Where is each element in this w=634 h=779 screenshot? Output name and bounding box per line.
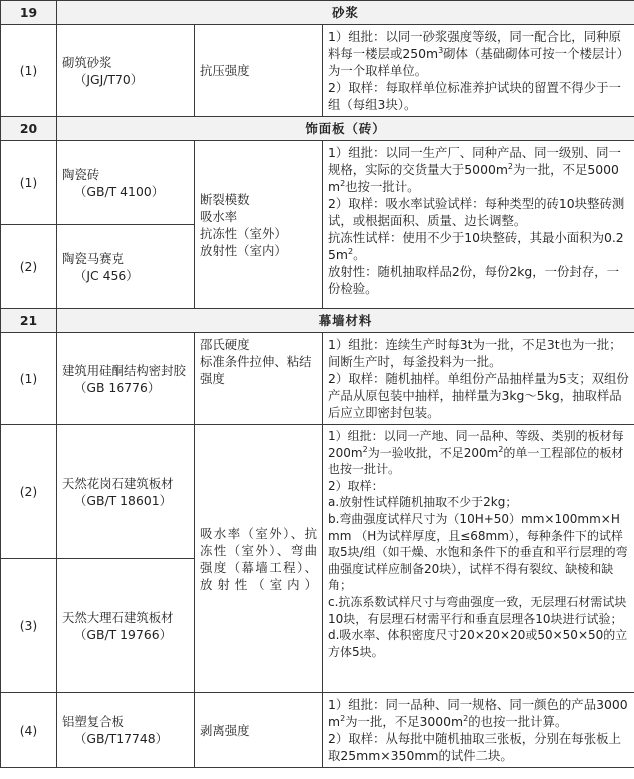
row-index: (3) [1, 559, 57, 693]
table-row-silicone-sealant [1, 333, 634, 425]
product-cell [57, 141, 195, 225]
product-cell [57, 25, 195, 117]
product-standard: （JC 456） [74, 267, 139, 283]
sampling-rules: 1）组批：连续生产时每3t为一批，不足3t也为一批；间断生产时，每釜投料为一批。 2）取样：随机抽样。单组份产品抽样量为5支；双组份产品从原包装中抽样，抽样量为3kg～5kg，抽取样品后应立即密封包装。 [323, 333, 634, 425]
row-index: (2) [1, 425, 57, 559]
row-index: (4) [1, 693, 57, 768]
section-number: 20 [1, 117, 57, 141]
product-name: 天然花岗石建筑板材 [62, 475, 174, 491]
sampling-rules: 1）组批：以同一生产厂、同种产品、同一级别、同一规格，实际的交货量大于$5000m^2$为一批，不足$5000m^2$也按一批计。 2）取样：吸水率试验试样：每种类型的砖10块整砖测试，或根据面积、质量、边长调整。 抗冻性试样：使用不少于10块整砖，其最小面积为$0.25m^2$。 放射性：随机抽取样品2份，每份2kg，一份封存，一份检验。 [323, 141, 634, 309]
test-parameters: 吸水率（室外）、抗冻性（室外）、弯曲强度（幕墙工程）、放射性（室内） [195, 425, 323, 693]
table-row-ceramic-tile [1, 141, 634, 225]
product-name: 建筑用硅酮结构密封胶 [62, 362, 186, 378]
product-standard: （GB/T 4100） [74, 183, 165, 199]
product-cell [57, 693, 195, 768]
section-header-20 [1, 117, 634, 141]
section-header-19 [1, 1, 634, 25]
sampling-rules: 1）组批：以同一砂浆强度等级，同一配合比，同种原料每一楼层或$250m^3$砌体（基础砌体可按一个楼层计）为一个取样单位。 2）取样：每取样单位标准养护试块的留置不得少于一组（每组3块）。 [323, 25, 634, 117]
product-standard: （GB/T 19766） [74, 626, 172, 642]
sampling-rules: 1）组批：以同一产地、同一品种、等级、类别的板材每$200m^2$为一验收批，不足$200m^2$的单一工程部位的板材也按一批计。 2）取样： a.放射性试样随机抽取不少于2kg； b.弯曲强度试样尺寸为（10H+50）mm×100mm×Hmm （H为试样厚度，且≤68mm），每种条件下的试样取5块/组（如干燥、水饱和条件下的垂直和平行层理的弯曲强度试样应制备20块），试样不得有裂纹、缺棱和缺角； c.抗冻系数试样尺寸与弯曲强度一致，无层理石材需试块10块，有层理石材需平行和垂直层理各10块进行试验； d.吸水率、体积密度尺寸20×20×20或50×50×50的立方体5块。 [323, 425, 634, 693]
test-parameter: 抗压强度 [195, 25, 323, 117]
product-standard: （GB 16776） [74, 379, 161, 395]
table-row-granite [1, 425, 634, 559]
section-title: 幕墙材料 [57, 309, 634, 333]
row-index: (1) [1, 25, 57, 117]
section-title: 饰面板（砖） [57, 117, 634, 141]
test-parameters: 断裂模数 吸水率 抗冻性（室外） 放射性（室内） [195, 141, 323, 309]
product-name: 陶瓷马赛克 [62, 250, 124, 266]
row-index: (1) [1, 333, 57, 425]
product-cell [57, 333, 195, 425]
table-row-masonry-mortar [1, 25, 634, 117]
section-header-21 [1, 309, 634, 333]
test-parameters: 邵氏硬度 标准条件拉伸、粘结强度 [195, 333, 323, 425]
section-number: 19 [1, 1, 57, 25]
product-name: 砌筑砂浆 [62, 54, 112, 70]
row-index: (1) [1, 141, 57, 225]
product-standard: （JGJ/T70） [74, 71, 144, 87]
table-row-aluminum-composite [1, 693, 634, 768]
product-cell [57, 559, 195, 693]
section-title: 砂浆 [57, 1, 634, 25]
row-index: (2) [1, 225, 57, 309]
product-standard: （GB/T 18601） [74, 492, 172, 508]
product-name: 铝塑复合板 [62, 714, 124, 729]
product-cell [57, 225, 195, 309]
product-name: 天然大理石建筑板材 [62, 609, 174, 625]
section-number: 21 [1, 309, 57, 333]
product-standard: （GB/T17748） [74, 731, 169, 746]
sampling-rules: 1）组批：同一品种、同一规格、同一颜色的产品$3000m^2$为一批，不足$3000m^2$的也按一批计算。 2）取样：从每批中随机抽取三张板，分别在每张板上取25mm×350mm的试件二块。 [323, 693, 634, 768]
test-parameter: 剥离强度 [195, 693, 323, 768]
product-name: 陶瓷砖 [62, 166, 100, 182]
product-cell [57, 425, 195, 559]
